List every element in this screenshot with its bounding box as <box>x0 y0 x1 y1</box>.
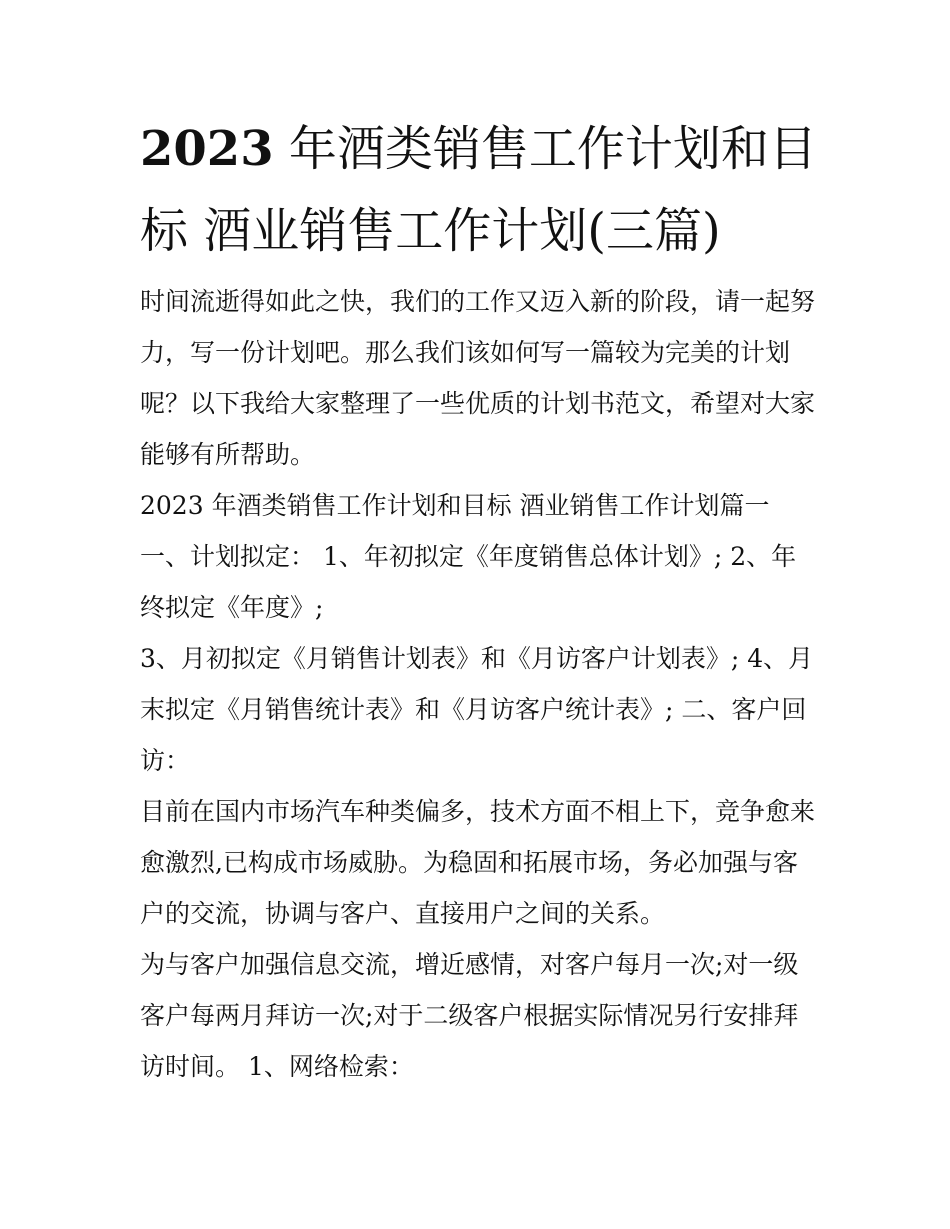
intro-paragraph: 时间流逝得如此之快，我们的工作又迈入新的阶段，请一起努力，写一份计划吧。那么我们该如何写一篇较为完美的计划呢？以下我给大家整理了一些优质的计划书范文，希望对大家能够有所帮助。 <box>140 287 816 469</box>
visit-paragraph: 为与客户加强信息交流，增近感情，对客户每月一次;对一级客户每两月拜访一次;对于二级客户根据实际情况另行安排拜访时间。 1、网络检索： <box>140 950 799 1081</box>
market-paragraph: 目前在国内市场汽车种类偏多，技术方面不相上下，竞争愈来愈激烈,已构成市场威胁。为稳固和拓展市场，务必加强与客户的交流，协调与客户、直接用户之间的关系。 <box>140 797 816 928</box>
plan-paragraph: 2023 年酒类销售工作计划和目标 酒业销售工作计划篇一 一、计划拟定： 1、年初拟定《年度销售总体计划》; 2、年终拟定《年度》; <box>140 491 797 622</box>
title-text: 年酒类销售工作计划和目标 酒业销售工作计划(三篇) <box>140 121 817 259</box>
page-title <box>140 108 820 272</box>
document-body <box>140 108 820 1092</box>
monthly-plan-paragraph: 3、月初拟定《月销售计划表》和《月访客户计划表》; 4、月末拟定《月销售统计表》和《月访客户统计表》; 二、客户回访： <box>140 644 814 775</box>
title-year: 2023 <box>140 121 274 177</box>
